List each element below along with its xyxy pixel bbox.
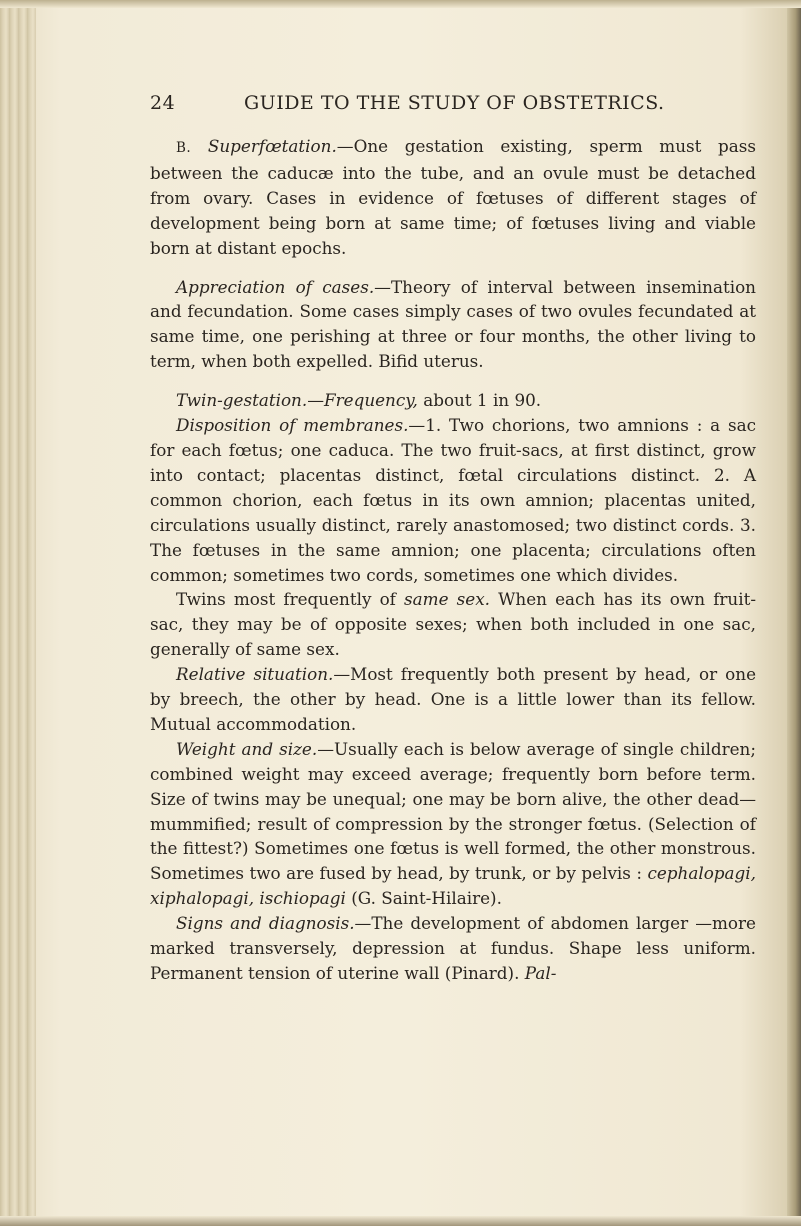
paragraph-disposition — [150, 413, 756, 587]
heading-superfoetation: Superfœtation. — [207, 136, 337, 156]
terms-monsters: cephalopagi, xiphalopagi, ischiopagi — [150, 863, 756, 909]
paragraph-signs — [150, 911, 756, 986]
body-text — [150, 134, 756, 986]
trailing-word: Pal- — [524, 963, 557, 983]
top-edge — [0, 0, 801, 8]
text-appreciation: —Theory of interval between insemination and fecundation. Some cases simply cases of two ovules fecundated at same time, one perishing at three or four months, the other living to term, when both expelled. Bifid uterus. — [150, 276, 756, 372]
emphasis-same-sex: same sex. — [404, 589, 490, 610]
subheading-frequency: Frequency, — [323, 390, 418, 411]
text-twins-sex-after: When each has its own fruit-sac, they may be of opposite sexes; when both included in one sac, generally of same sex. — [150, 589, 757, 660]
heading-relative-situation: Relative situation. — [176, 664, 334, 685]
text-signs: —The development of abdomen larger —more marked transversely, depression at fundus. Shape less uniform. Permanent tension of uterine wall (Pinard). — [150, 913, 756, 983]
paragraph-twins-sex — [150, 587, 756, 662]
binding-edge — [0, 0, 36, 1226]
paragraph-weight-size — [150, 737, 756, 911]
section-letter: B. — [176, 140, 192, 156]
text-frequency: about 1 in 90. — [417, 390, 542, 411]
text-superfoetation: —One gestation existing, sperm must pass between the caducæ into the tube, and an ovule must be detached from ovary. Cases in evidence of fœtuses of different stages of development being born at same time; of fœtuses living and viable born at distant epochs. — [150, 136, 756, 258]
text-relative-situation: —Most frequently both present by head, or one by breech, the other by head. One is a little lower than its fellow. Mutual accommodation. — [150, 664, 756, 734]
paragraph-superfoetation — [150, 134, 756, 261]
text-twins-sex-before: Twins most frequently of — [176, 589, 405, 610]
running-head — [150, 92, 754, 122]
heading-appreciation: Appreciation of cases. — [176, 276, 375, 297]
text-weight-size: —Usually each is below average of single children; combined weight may exceed average; frequently born before term. Size of twins may be unequal; one may be born alive, the other dead—mummified; result of compression by the stronger fœtus. (Selection of the fittest?) Sometimes one fœtus is well formed, the other monstrous. Sometimes two are fused by head, by trunk, or by pelvis : — [150, 738, 756, 884]
heading-twin-gestation: Twin-gestation. — [176, 390, 308, 411]
dash: — — [307, 390, 324, 411]
page-edge — [787, 0, 801, 1226]
page-number: 24 — [150, 92, 176, 114]
heading-disposition: Disposition of membranes. — [176, 415, 409, 436]
bottom-edge — [0, 1216, 801, 1226]
paragraph-twin-gestation — [150, 388, 756, 413]
heading-signs: Signs and diagnosis. — [176, 913, 355, 934]
paragraph-appreciation — [150, 275, 756, 375]
running-title: GUIDE TO THE STUDY OF OBSTETRICS. — [244, 92, 665, 114]
text-weight-size-after: (G. Saint-Hilaire). — [345, 888, 502, 909]
heading-weight-size: Weight and size. — [176, 738, 318, 759]
text-disposition: —1. Two chorions, two amnions : a sac for each fœtus; one caduca. The two fruit-sacs, at first distinct, grow into contact; placentas distinct, fœtal circulations distinct. 2. A common chorion, each fœtus in its own amnion; placentas united, circulations usually distinct, rarely anastomosed; two distinct cords. 3. The fœtuses in the same amnion; one placenta; circulations often common; sometimes two cords, sometimes one which divides. — [150, 415, 756, 585]
paragraph-relative-situation — [150, 662, 756, 737]
